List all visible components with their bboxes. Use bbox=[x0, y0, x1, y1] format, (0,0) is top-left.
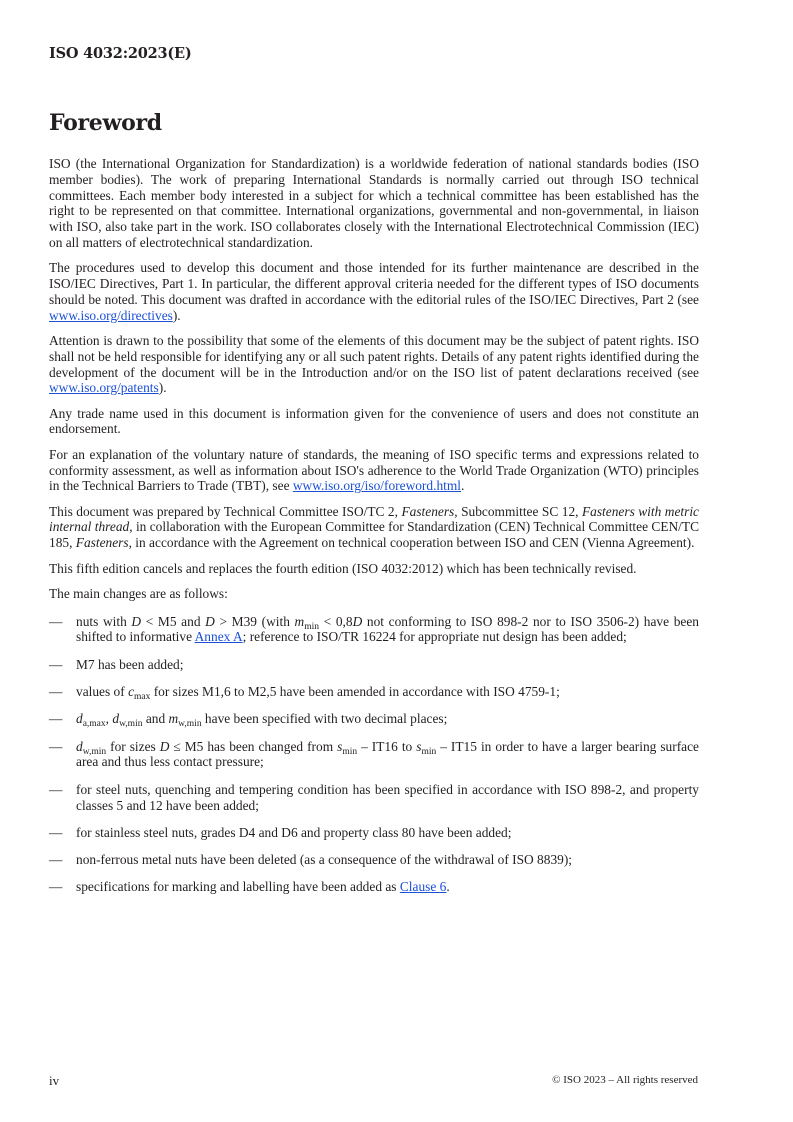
foreword-body bbox=[49, 156, 699, 907]
dash-bullet: — bbox=[49, 824, 63, 840]
dash-bullet: — bbox=[49, 656, 63, 672]
clause-6-link[interactable]: Clause 6 bbox=[399, 879, 447, 895]
list-item: — $d_{a,max}$, $d_{w,min}$ and $m_{w,min}$ have been specified with two decimal places; bbox=[49, 711, 448, 730]
list-item: — $d_{w,min}$ for sizes D ≤ M5 has been changed from $s_{min} - IT16$ to $s_{min} - IT15$ in order to have a larger bearing surface area and thus less contact pressure; bbox=[49, 738, 700, 770]
paragraph-iso-intro: ISO (the International Organization for Standardization) is a worldwide federation of national standards bodies (ISO member bodies). The work of preparing International Standards is normally carried out through ISO technical committees. Each member body interested in a subject for which a technical committee has been established has the right to be represented on that committee. International organizations, governmental and non-governmental, in liaison with ISO, also take part in the work. ISO collaborates closely with the International Electrotechnical Commission (IEC) on all matters of electrotechnical standardization. bbox=[49, 156, 699, 250]
list-item: — M7 has been added; bbox=[49, 656, 184, 672]
dash-bullet: — bbox=[49, 613, 63, 629]
directives-link[interactable]: www.iso.org/directives bbox=[49, 307, 173, 323]
document-id: ISO 4032:2023(E) bbox=[49, 45, 192, 62]
foreword-link[interactable]: www.iso.org/iso/foreword.html bbox=[292, 478, 461, 494]
list-item: — for steel nuts, quenching and tempering condition has been specified in accordance with ISO 898-2, and property classes 5 and 12 have been added; bbox=[49, 781, 699, 813]
paragraph-prepared-by: This document was prepared by Technical Committee ISO/TC 2, Fasteners, Subcommittee SC 12, Fasteners with metric internal thread, in collaboration with the European Committee for Standardization (CEN) Technical Committee CEN/TC 185, Fasteners, in accordance with the Agreement on technical cooperation between ISO and CEN (Vienna Agreement). bbox=[49, 503, 700, 551]
dash-bullet: — bbox=[49, 684, 63, 700]
dash-bullet: — bbox=[49, 852, 63, 868]
changes-list bbox=[49, 614, 699, 896]
dash-bullet: — bbox=[49, 738, 63, 754]
paragraph-trade-name: Any trade name used in this document is information given for the convenience of users and does not constitute an endorsement. bbox=[49, 405, 699, 437]
patents-link[interactable]: www.iso.org/patents bbox=[49, 380, 159, 396]
paragraph-patents: Attention is drawn to the possibility that some of the elements of this document may be the subject of patent rights. ISO shall not be held responsible for identifying any or all such patent rights. Details of any patent rights identified during the development of the document will be in the Introduction and/or on the ISO list of patent declarations received (see www.iso.org/patents). bbox=[49, 332, 699, 396]
paragraph-procedures: The procedures used to develop this document and those intended for its further maintenance are described in the ISO/IEC Directives, Part 1. In particular, the different approval criteria needed for the different types of ISO documents should be noted. This document was drafted in accordance with the editorial rules of the ISO/IEC Directives, Part 2 (see www.iso.org/directives). bbox=[49, 260, 699, 323]
page-number: iv bbox=[49, 1073, 60, 1088]
copyright-notice: © ISO 2023 – All rights reserved bbox=[552, 1074, 698, 1086]
list-item: — specifications for marking and labelling have been added as Clause 6. bbox=[49, 879, 450, 895]
annex-a-link[interactable]: Annex A bbox=[194, 629, 243, 645]
list-item: — non-ferrous metal nuts have been deleted (as a consequence of the withdrawal of ISO 8839); bbox=[49, 852, 573, 868]
paragraph-edition: This fifth edition cancels and replaces the fourth edition (ISO 4032:2012) which has been technically revised. bbox=[49, 560, 637, 576]
dash-bullet: — bbox=[49, 879, 63, 895]
dash-bullet: — bbox=[49, 711, 63, 727]
list-item: — for stainless steel nuts, grades D4 and D6 and property class 80 have been added; bbox=[49, 824, 512, 840]
list-item: — values of $c_{max}$ for sizes M1,6 to M2,5 have been amended in accordance with ISO 4759-1; bbox=[49, 684, 560, 703]
list-item: — nuts with D < M5 and D > M39 (with $m_{min} < 0,8D$ not conforming to ISO 898-2 nor to ISO 3506-2) have been shifted to informative Annex A; reference to ISO/TR 16224 for appropriate nut design has been added; bbox=[49, 613, 699, 645]
section-title: Foreword bbox=[49, 110, 162, 136]
paragraph-voluntary-nature: For an explanation of the voluntary nature of standards, the meaning of ISO specific terms and expressions related to conformity assessment, as well as information about ISO's adherence to the World Trade Organization (WTO) principles in the Technical Barriers to Trade (TBT), see www.iso.org/iso/foreword.html. bbox=[49, 446, 699, 494]
paragraph-main-changes-intro: The main changes are as follows: bbox=[49, 585, 228, 601]
dash-bullet: — bbox=[49, 781, 63, 797]
